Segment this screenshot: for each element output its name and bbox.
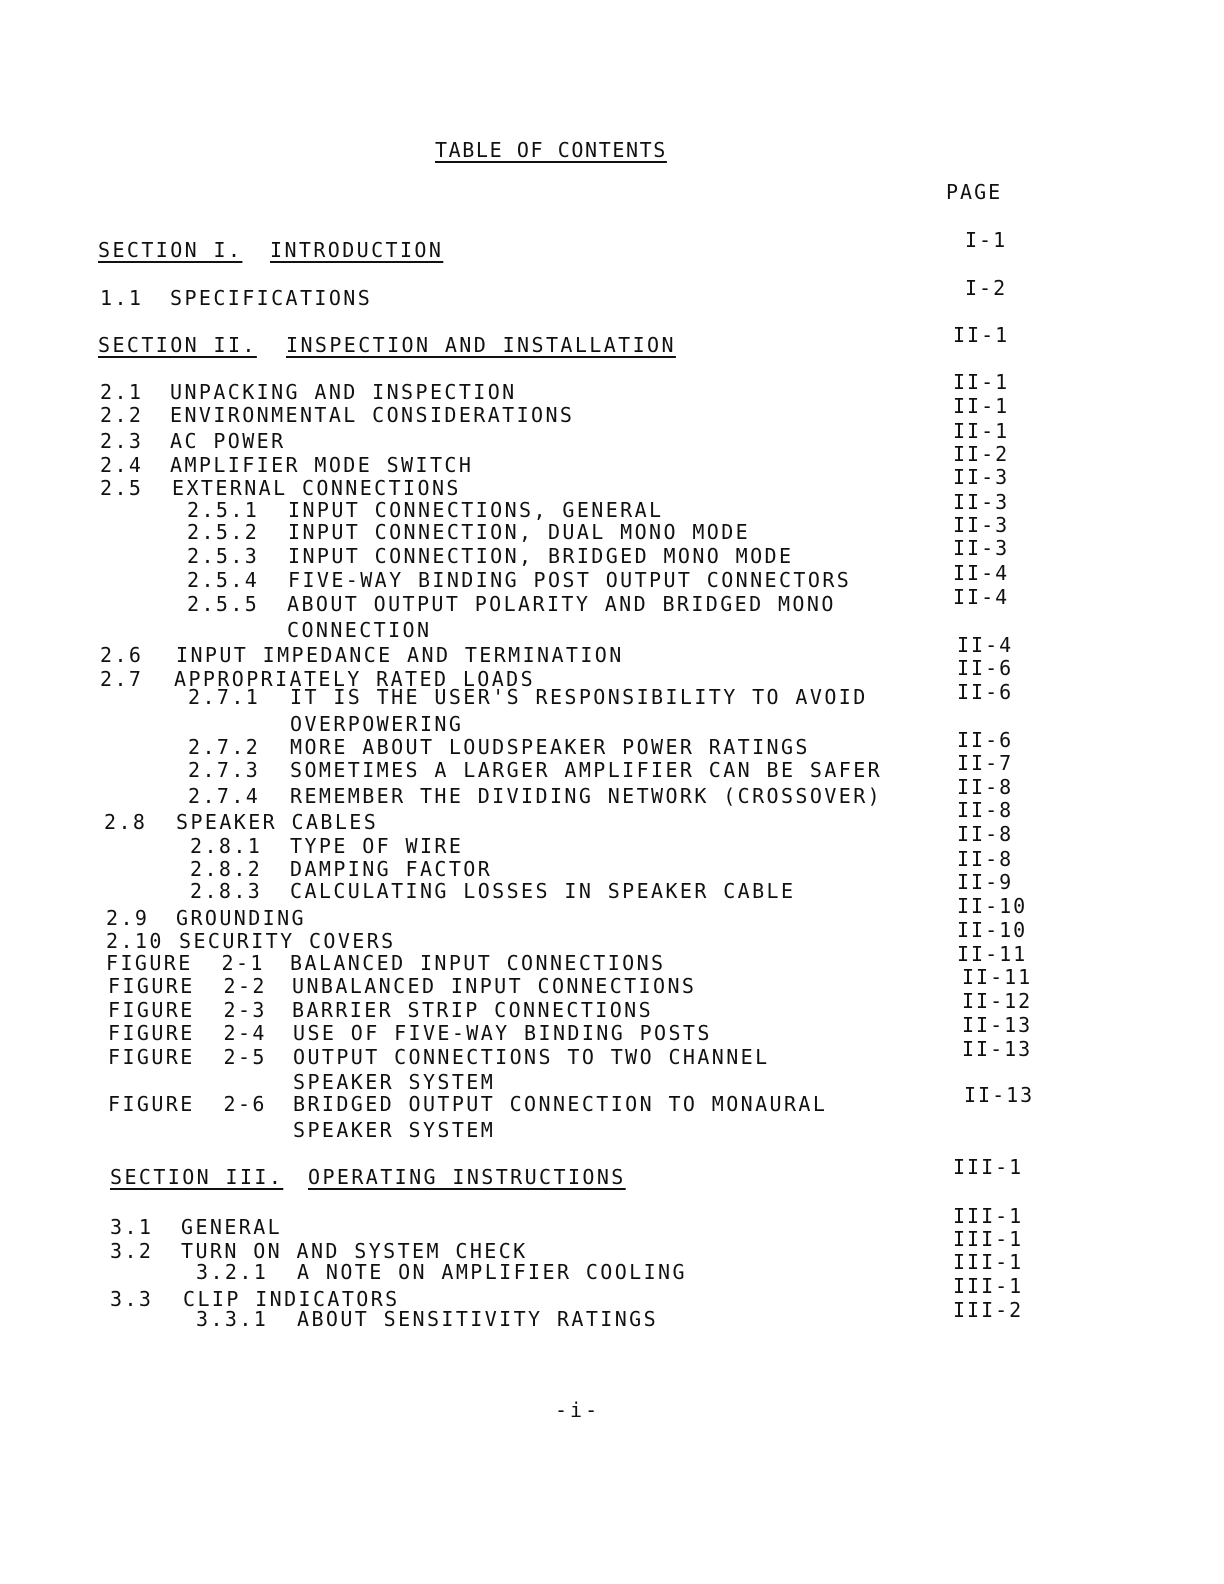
toc-entry-number: 2.8.2 — [190, 857, 263, 881]
toc-entry-number: 3.1 — [110, 1215, 154, 1239]
toc-entry-number: 2.5.4 — [187, 568, 260, 592]
toc-entry-title: INPUT IMPEDANCE AND TERMINATION — [176, 643, 624, 667]
toc-entry-number: 2.5.3 — [187, 544, 260, 568]
toc-entry-title: INPUT CONNECTION, DUAL MONO MODE — [288, 520, 751, 544]
toc-entry-title: SECURITY COVERS — [179, 929, 396, 953]
toc-entry-page: II-9 — [957, 870, 1014, 894]
toc-entry-page: II-4 — [957, 633, 1014, 657]
toc-entry-title: SPEAKER CABLES — [176, 810, 379, 834]
toc-entry-title: SOMETIMES A LARGER AMPLIFIER CAN BE SAFER — [290, 758, 883, 782]
toc-entry-title: SPECIFICATIONS — [170, 286, 373, 310]
toc-entry-title-continued: SPEAKER SYSTEM — [293, 1070, 496, 1094]
toc-entry-title: INSPECTION AND INSTALLATION — [286, 333, 676, 357]
toc-entry-title: A NOTE ON AMPLIFIER COOLING — [297, 1260, 687, 1284]
toc-entry-page: II-11 — [962, 965, 1033, 989]
toc-entry-number: 1.1 — [100, 286, 144, 310]
toc-entry-page: I-2 — [965, 276, 1008, 300]
toc-entry-page: II-6 — [957, 680, 1014, 704]
toc-entry-number: 2.8 — [104, 810, 148, 834]
toc-entry-title: DAMPING FACTOR — [290, 857, 493, 881]
toc-entry-number: 2.8.1 — [190, 834, 263, 858]
toc-entry-page: III-1 — [953, 1204, 1024, 1228]
toc-entry-title: INPUT CONNECTIONS, GENERAL — [288, 498, 664, 522]
toc-entry-page: II-1 — [953, 323, 1010, 347]
toc-entry-number: 2.7.3 — [188, 758, 261, 782]
toc-entry-number: 2.7 — [100, 667, 144, 691]
toc-entry-title: ABOUT SENSITIVITY RATINGS — [297, 1307, 659, 1331]
toc-entry-page: II-4 — [953, 561, 1010, 585]
toc-entry-number: FIGURE 2-3 — [108, 998, 267, 1022]
toc-entry-page: II-2 — [953, 442, 1010, 466]
toc-entry-title: IT IS THE USER'S RESPONSIBILITY TO AVOID — [290, 685, 868, 709]
toc-entry-page: II-8 — [957, 822, 1014, 846]
toc-entry-number: 3.3 — [110, 1287, 154, 1311]
toc-entry-page: II-1 — [953, 419, 1010, 443]
toc-entry-page: II-13 — [962, 1013, 1033, 1037]
toc-entry-title: FIVE-WAY BINDING POST OUTPUT CONNECTORS — [288, 568, 852, 592]
toc-entry-number: 2.5.5 — [187, 592, 260, 616]
toc-entry-title: UNBALANCED INPUT CONNECTIONS — [292, 974, 697, 998]
toc-entry-number: FIGURE 2-5 — [108, 1045, 267, 1069]
toc-entry-title: GROUNDING — [176, 906, 306, 930]
toc-entry-title: INTRODUCTION — [270, 238, 444, 262]
toc-title: TABLE OF CONTENTS — [435, 138, 667, 162]
toc-entry-number: 2.9 — [106, 906, 150, 930]
page-number: -i- — [555, 1398, 601, 1422]
page-column-header: PAGE — [946, 180, 1003, 204]
toc-entry-number: SECTION II. — [98, 333, 257, 357]
toc-entry-title-continued: CONNECTION — [287, 618, 432, 642]
toc-entry-title-continued: SPEAKER SYSTEM — [293, 1118, 496, 1142]
toc-entry-page: II-3 — [953, 536, 1010, 560]
toc-entry-title: MORE ABOUT LOUDSPEAKER POWER RATINGS — [290, 735, 810, 759]
toc-entry-title: BRIDGED OUTPUT CONNECTION TO MONAURAL — [293, 1092, 828, 1116]
toc-entry-title: AMPLIFIER MODE SWITCH — [170, 453, 474, 477]
toc-entry-page: I-1 — [965, 228, 1008, 252]
toc-entry-page: II-3 — [953, 490, 1010, 514]
toc-entry-title: AC POWER — [170, 429, 286, 453]
toc-entry-title: BALANCED INPUT CONNECTIONS — [290, 951, 666, 975]
toc-entry-page: II-11 — [957, 942, 1028, 966]
toc-entry-page: II-3 — [953, 513, 1010, 537]
toc-entry-page: III-1 — [953, 1250, 1024, 1274]
toc-entry-number: FIGURE 2-6 — [108, 1092, 267, 1116]
toc-entry-page: II-12 — [962, 989, 1033, 1013]
toc-entry-title: APPROPRIATELY RATED LOADS — [174, 667, 536, 691]
toc-entry-number: 2.4 — [100, 453, 144, 477]
toc-entry-page: II-13 — [964, 1083, 1035, 1107]
toc-entry-title: OUTPUT CONNECTIONS TO TWO CHANNEL — [293, 1045, 770, 1069]
toc-entry-page: II-8 — [957, 798, 1014, 822]
toc-entry-title: CALCULATING LOSSES IN SPEAKER CABLE — [290, 879, 796, 903]
toc-entry-page: II-10 — [957, 894, 1028, 918]
toc-entry-title: BARRIER STRIP CONNECTIONS — [292, 998, 654, 1022]
toc-entry-number: 2.1 — [100, 380, 144, 404]
toc-entry-number: 2.6 — [100, 643, 144, 667]
toc-entry-number: SECTION III. — [110, 1165, 284, 1189]
toc-entry-title: ENVIRONMENTAL CONSIDERATIONS — [170, 403, 575, 427]
toc-entry-title: UNPACKING AND INSPECTION — [170, 380, 517, 404]
toc-entry-number: 2.7.4 — [188, 784, 261, 808]
toc-entry-number: SECTION I. — [98, 238, 243, 262]
toc-entry-page: II-1 — [953, 394, 1010, 418]
toc-entry-page: III-1 — [953, 1227, 1024, 1251]
toc-entry-title: TURN ON AND SYSTEM CHECK — [181, 1239, 528, 1263]
toc-entry-number: 2.8.3 — [190, 879, 263, 903]
toc-entry-page: II-1 — [953, 370, 1010, 394]
toc-entry-number: 2.10 — [106, 929, 164, 953]
toc-entry-page: II-8 — [957, 775, 1014, 799]
toc-entry-page: II-6 — [957, 728, 1014, 752]
toc-entry-page: III-1 — [953, 1274, 1024, 1298]
toc-entry-number: 2.3 — [100, 429, 144, 453]
toc-entry-number: 2.7.2 — [188, 735, 261, 759]
toc-entry-title: INPUT CONNECTION, BRIDGED MONO MODE — [288, 544, 794, 568]
toc-entry-title: TYPE OF WIRE — [290, 834, 464, 858]
toc-entry-page: II-8 — [957, 847, 1014, 871]
toc-entry-title: USE OF FIVE-WAY BINDING POSTS — [293, 1021, 712, 1045]
toc-entry-number: 3.2 — [110, 1239, 154, 1263]
toc-entry-title-continued: OVERPOWERING — [290, 712, 464, 736]
toc-entry-title: EXTERNAL CONNECTIONS — [172, 476, 461, 500]
toc-entry-page: II-10 — [957, 918, 1028, 942]
toc-entry-number: 3.2.1 — [196, 1260, 269, 1284]
toc-entry-page: III-1 — [953, 1155, 1024, 1179]
toc-entry-title: OPERATING INSTRUCTIONS — [308, 1165, 626, 1189]
toc-entry-number: FIGURE 2-1 — [106, 951, 265, 975]
toc-entry-page: III-2 — [953, 1298, 1024, 1322]
toc-entry-number: 2.5 — [100, 476, 144, 500]
toc-entry-number: 2.7.1 — [188, 685, 261, 709]
toc-entry-title: GENERAL — [181, 1215, 283, 1239]
toc-entry-page: II-6 — [957, 656, 1014, 680]
toc-entry-number: 2.2 — [100, 403, 144, 427]
toc-entry-page: II-13 — [962, 1037, 1033, 1061]
toc-entry-page: II-4 — [953, 585, 1010, 609]
toc-entry-number: FIGURE 2-4 — [108, 1021, 267, 1045]
toc-entry-number: 2.5.1 — [187, 498, 260, 522]
toc-entry-title: ABOUT OUTPUT POLARITY AND BRIDGED MONO — [287, 592, 836, 616]
toc-entry-number: 2.5.2 — [187, 520, 260, 544]
toc-entry-number: 3.3.1 — [196, 1307, 269, 1331]
toc-entry-number: FIGURE 2-2 — [108, 974, 267, 998]
toc-entry-page: II-7 — [957, 751, 1014, 775]
toc-entry-page: II-3 — [953, 465, 1010, 489]
toc-entry-title: CLIP INDICATORS — [183, 1287, 400, 1311]
toc-entry-title: REMEMBER THE DIVIDING NETWORK (CROSSOVER) — [290, 784, 883, 808]
